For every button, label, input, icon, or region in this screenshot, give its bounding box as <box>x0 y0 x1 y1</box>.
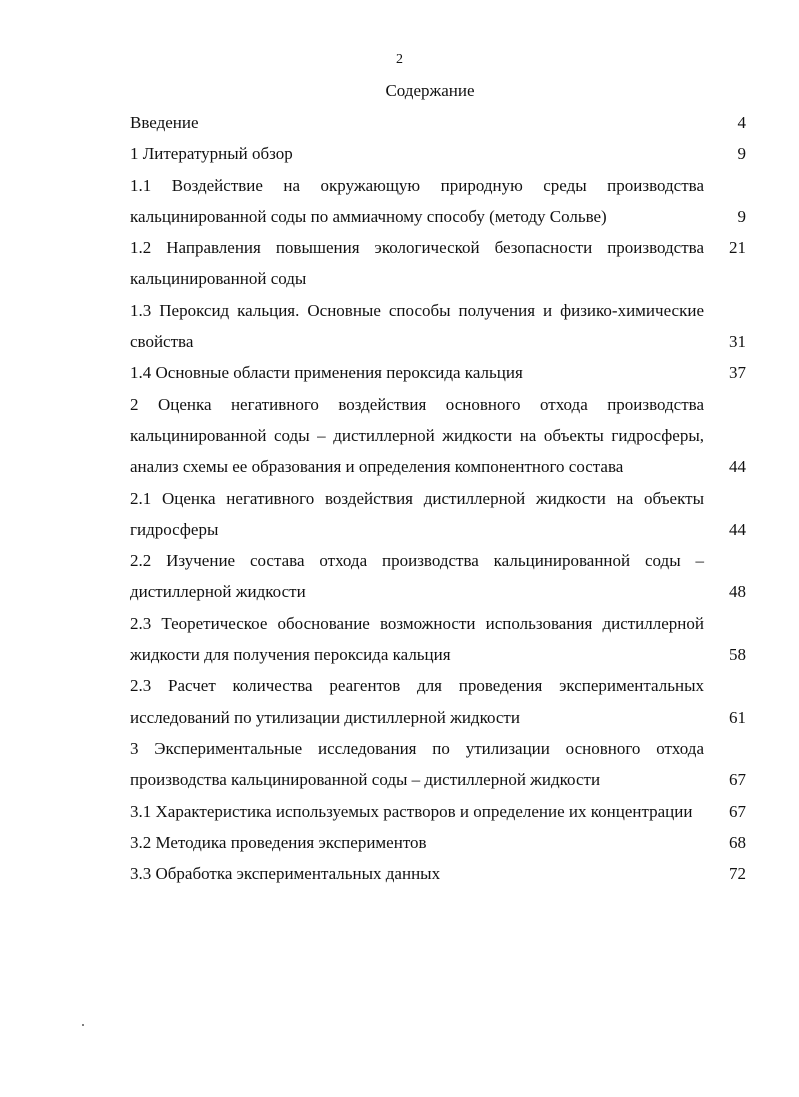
toc-entry-page: 44 <box>729 519 746 539</box>
toc-entry-page: 44 <box>729 457 746 477</box>
toc-entry <box>130 858 746 889</box>
toc-entry-text: 2.2 Изучение состава отхода производства кальцинированной соды – дистиллерной жидкости <box>130 551 704 602</box>
toc-entry-text: Введение <box>130 113 199 132</box>
toc-entry-page: 67 <box>729 801 746 821</box>
toc-entry-page: 68 <box>729 832 746 852</box>
toc-entry-page: 9 <box>737 206 746 226</box>
toc-entry-page: 4 <box>737 113 746 132</box>
toc-entry-text: 2.3 Теоретическое обоснование возможности использования дистиллерной жидкости для получения пероксида кальция <box>130 613 704 665</box>
toc-entry-text: 3.3 Обработка экспериментальных данных <box>130 864 441 884</box>
toc-entry-text: 1.2 Направления повышения экологической безопасности производства кальцинированной соды <box>130 238 704 289</box>
toc-entry-text: 3.2 Методика проведения экспериментов <box>130 832 427 852</box>
scan-speck <box>82 1024 84 1026</box>
toc-entry <box>130 733 746 796</box>
toc-title: Содержание <box>385 81 475 100</box>
toc-entry-page: 31 <box>729 332 746 352</box>
page-number: 2 <box>396 52 403 67</box>
toc-entry <box>130 138 746 169</box>
toc-entry-page: 72 <box>729 864 746 884</box>
toc-entry-text: 3.1 Характеристика используемых растворов и определение их концентрации <box>130 801 693 821</box>
toc-entry <box>130 670 746 733</box>
toc-entry <box>130 357 746 388</box>
toc-entry <box>130 827 746 858</box>
toc-entry-text: 1.4 Основные области применения пероксида кальция <box>130 363 523 383</box>
toc-entry-page: 61 <box>729 707 746 727</box>
table-of-contents <box>130 107 746 889</box>
toc-entry-text: 2.3 Расчет количества реагентов для проведения экспериментальных исследований по утилизации дистиллерной жидкости <box>130 676 704 727</box>
toc-entry-text: 1.1 Воздействие на окружающую природную среды производства кальцинированной соды по аммиачному способу (методу Сольве) <box>130 175 704 226</box>
toc-entry-page: 48 <box>729 582 746 602</box>
toc-entry-page: 67 <box>729 770 746 790</box>
toc-entry-text: 2 Оценка негативного воздействия основного отхода производства кальцинированной соды – дистиллерной жидкости на объекты гидросферы, анализ схемы ее образования и определения компонентного состава <box>130 394 704 477</box>
toc-entry <box>130 389 746 483</box>
toc-entry <box>130 545 746 608</box>
toc-entry-page: 58 <box>729 645 746 665</box>
toc-entry-page: 9 <box>737 144 746 164</box>
toc-entry <box>130 483 746 546</box>
toc-entry <box>130 107 746 138</box>
toc-entry-text: 3 Экспериментальные исследования по утилизации основного отхода производства кальцинированной соды – дистиллерной жидкости <box>130 738 704 790</box>
toc-entry-page: 21 <box>729 238 746 258</box>
toc-entry-text: 1.3 Пероксид кальция. Основные способы получения и физико-химические свойства <box>130 300 704 352</box>
toc-entry <box>130 608 746 671</box>
toc-entry <box>130 796 746 827</box>
toc-entry-text: 2.1 Оценка негативного воздействия дистиллерной жидкости на объекты гидросферы <box>130 488 704 539</box>
toc-entry-page: 37 <box>729 363 746 383</box>
toc-entry <box>130 232 746 295</box>
toc-entry <box>130 295 746 358</box>
toc-entry-text: 1 Литературный обзор <box>130 144 293 164</box>
toc-entry <box>130 170 746 233</box>
